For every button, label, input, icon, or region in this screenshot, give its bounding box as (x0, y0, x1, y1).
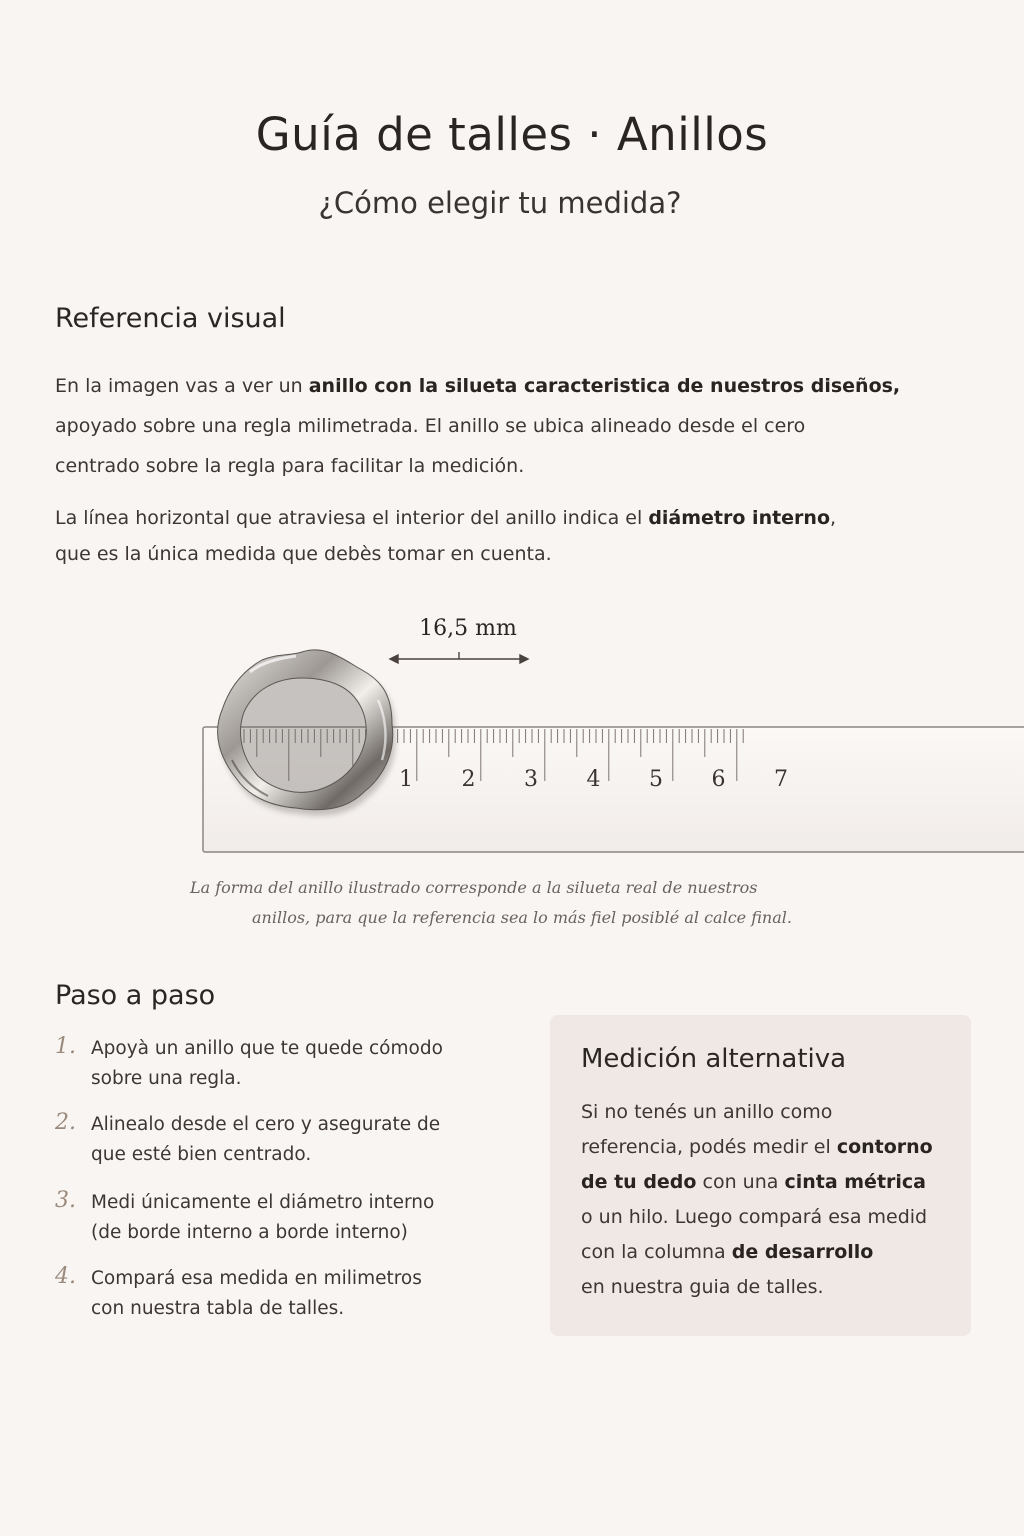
reference-paragraph-1: En la imagen vas a ver un anillo con la silueta caracteristica de nuestros diseños, apoyado sobre una regla milimetrada. El anillo se ubica alineado desde el cero centrado sobre la regla para facilitar la medición. (55, 375, 901, 477)
page-title: Guía de talles · Anillos (255, 108, 769, 161)
alternative-measurement-box (550, 1015, 971, 1336)
ring-ruler-illustration (0, 600, 1024, 870)
measurement-arrow (390, 652, 528, 663)
ruler-number: 1 (399, 767, 413, 792)
ruler-number: 7 (774, 767, 788, 792)
alternative-text: Si no tenés un anillo como referencia, podés medir el contorno de tu dedo con una cinta métrica o un hilo. Luego compará esa medid con la columna de desarrollo en nuestra guia de talles. (581, 1101, 933, 1298)
step-number: 2. (55, 1110, 76, 1135)
ruler-number: 5 (649, 767, 663, 792)
ruler-number: 6 (711, 767, 726, 792)
reference-paragraph-2: La línea horizontal que atraviesa el interior del anillo indica el diámetro interno, que es la única medida que debès tomar en cuenta. (55, 507, 837, 565)
page-subtitle: ¿Cómo elegir tu medida? (318, 186, 682, 220)
step-number: 3. (55, 1188, 76, 1213)
step-number: 1. (55, 1034, 76, 1059)
section-heading-steps: Paso a paso (55, 980, 216, 1011)
ruler-number: 4 (586, 767, 601, 792)
measurement-label: 16,5 mm (419, 616, 517, 641)
ruler-number: 2 (461, 767, 476, 792)
step-number: 4. (55, 1264, 76, 1289)
ruler-number: 3 (524, 767, 538, 792)
illustration-caption-line-2: anillos, para que la referencia sea lo más fiel posiblé al calce final. (252, 908, 792, 927)
alternative-heading: Medición alternativa (581, 1044, 847, 1074)
illustration-caption-line-1: La forma del anillo ilustrado corresponde a la silueta real de nuestros (190, 878, 758, 897)
section-heading-reference: Referencia visual (55, 303, 286, 334)
